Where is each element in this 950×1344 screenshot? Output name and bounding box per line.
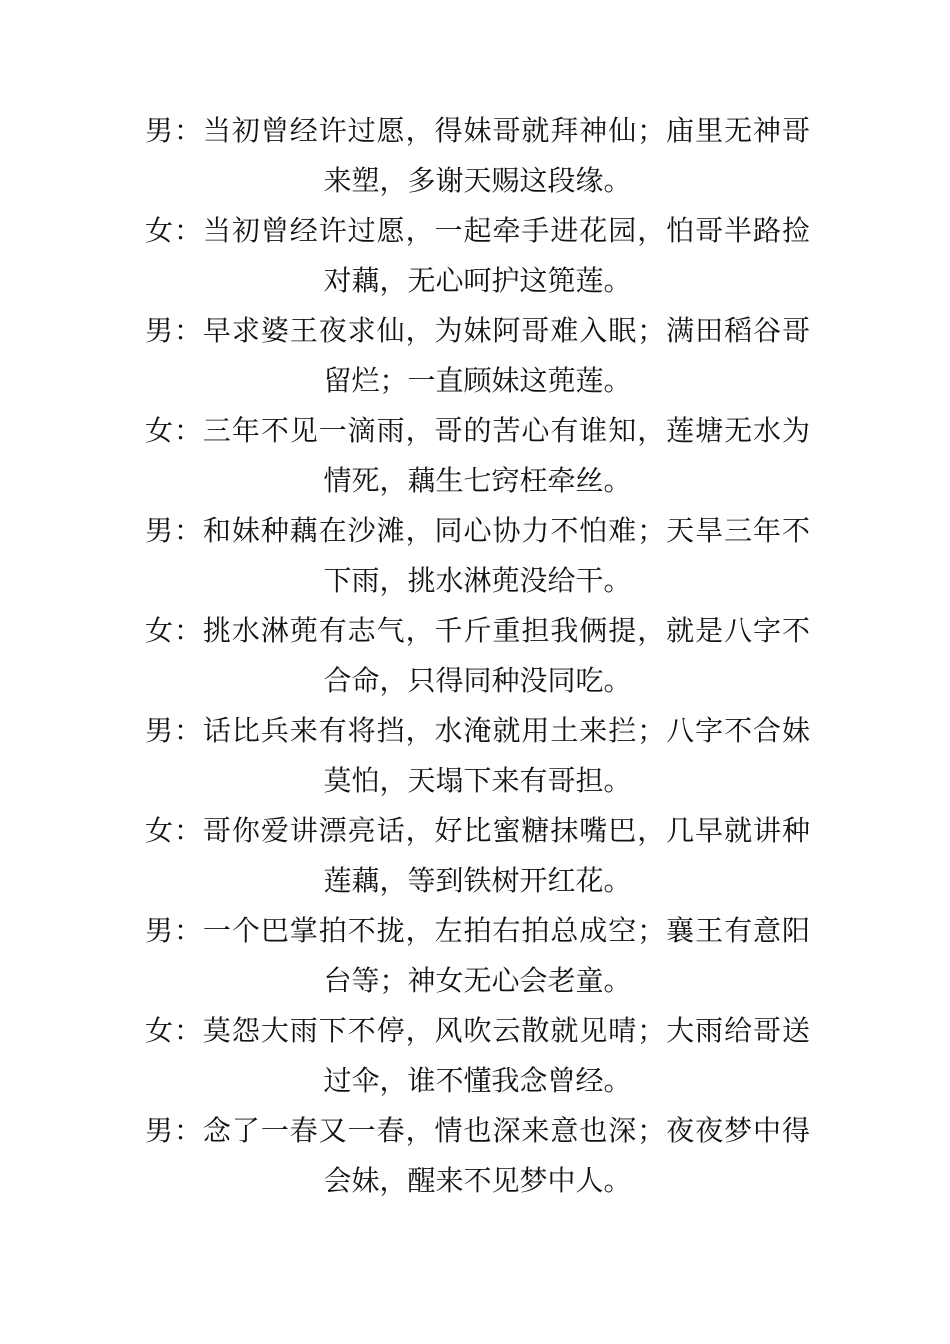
- verse-line-continuation: 下雨，挑水淋蔸没给干。: [323, 564, 632, 597]
- verse-line-continuation: 来塑，多谢天赐这段缘。: [323, 164, 632, 197]
- verse-line: 男：话比兵来有将挡，水淹就用土来拦；八字不合妹: [145, 714, 810, 747]
- verse-line: 女：三年不见一滴雨，哥的苦心有谁知，莲塘无水为: [145, 414, 810, 447]
- verse-line-continuation: 过伞，谁不懂我念曾经。: [323, 1064, 632, 1097]
- verse-line-continuation: 莲藕，等到铁树开红花。: [323, 864, 632, 897]
- verse-line: 男：念了一春又一春，情也深来意也深；夜夜梦中得: [145, 1114, 810, 1147]
- verse-line: 女：挑水淋蔸有志气，千斤重担我俩提，就是八字不: [145, 614, 810, 647]
- verse-line-continuation: 情死，藕生七窍枉牵丝。: [323, 464, 632, 497]
- verse-line: 女：当初曾经许过愿，一起牵手进花园，怕哥半路捡: [145, 214, 810, 247]
- verse-line: 女：哥你爱讲漂亮话，好比蜜糖抹嘴巴，几早就讲种: [145, 814, 810, 847]
- verse-line: 男：一个巴掌拍不拢，左拍右拍总成空；襄王有意阳: [145, 914, 810, 947]
- verse-line: 男：和妹种藕在沙滩，同心协力不怕难；天旱三年不: [145, 514, 810, 547]
- verse-line-continuation: 台等；神女无心会老童。: [323, 964, 632, 997]
- verse-line-continuation: 对藕，无心呵护这篼莲。: [323, 264, 632, 297]
- verse-line: 男：当初曾经许过愿，得妹哥就拜神仙；庙里无神哥: [145, 114, 810, 147]
- verse-line-continuation: 合命，只得同种没同吃。: [323, 664, 632, 697]
- verse-line-continuation: 留烂；一直顾妹这蔸莲。: [323, 364, 632, 397]
- verse-line: 女：莫怨大雨下不停，风吹云散就见晴；大雨给哥送: [145, 1014, 810, 1047]
- verse-line-continuation: 会妹，醒来不见梦中人。: [323, 1164, 632, 1197]
- verse-line-continuation: 莫怕，天塌下来有哥担。: [323, 764, 632, 797]
- verse-line: 男：早求婆王夜求仙，为妹阿哥难入眠；满田稻谷哥: [145, 314, 810, 347]
